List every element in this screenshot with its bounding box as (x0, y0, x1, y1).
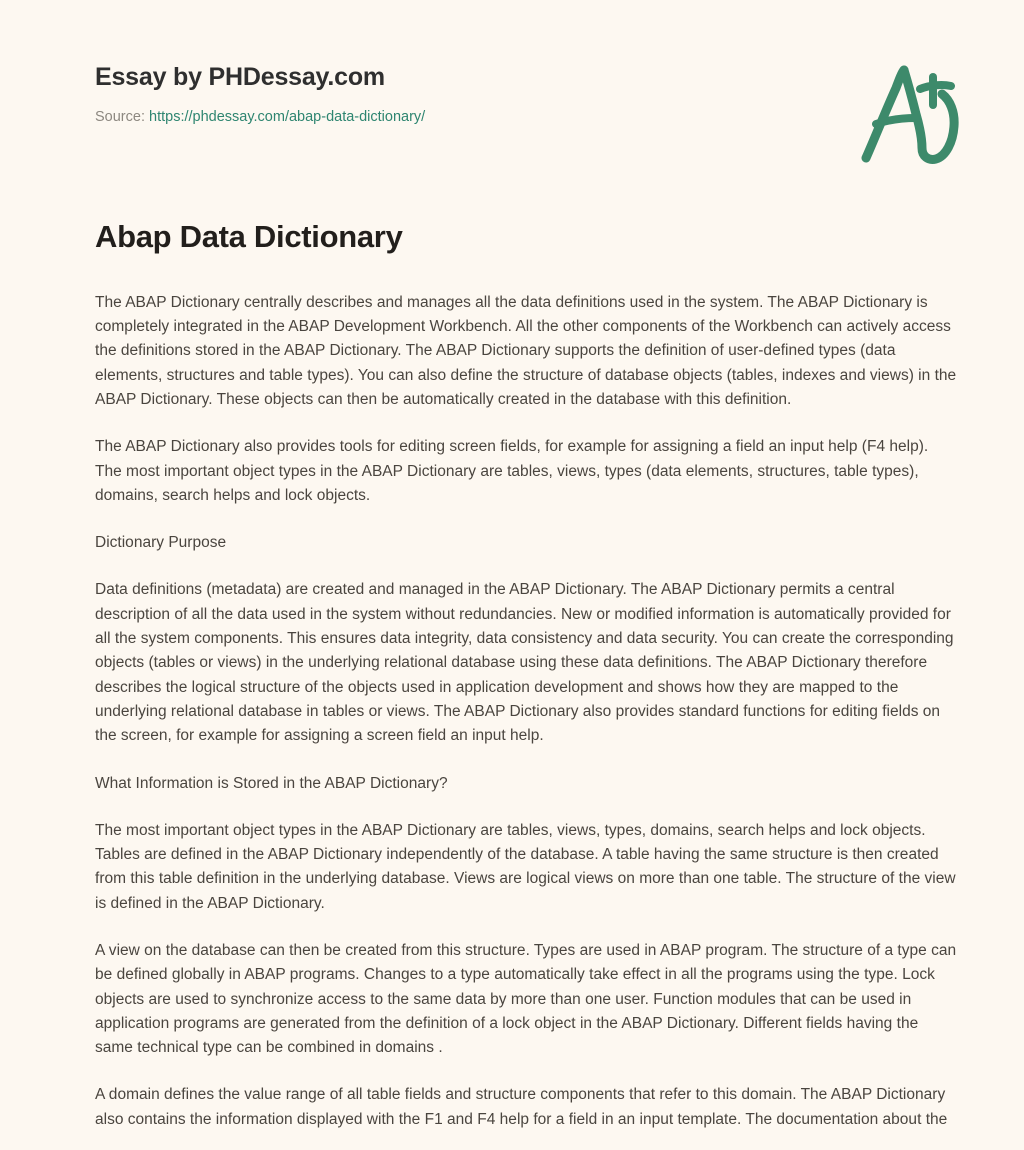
paragraph: A domain defines the value range of all table fields and structure components that refer to this domain. The ABAP Dictionary also contains the information displayed with the F1 and F4 help for a field in an input template. The documentation about the (95, 1086, 948, 1128)
page-title: Abap Data Dictionary (95, 219, 403, 254)
paragraph: The ABAP Dictionary also provides tools for editing screen fields, for example for assigning a field an input help (F4 help). The most important object types in the ABAP Dictionary are tables, views, types (data elements, structures, table types), domains, search helps and lock objects. (95, 438, 929, 504)
paragraph: The most important object types in the ABAP Dictionary are tables, views, types, domains, search helps and lock objects. Tables are defined in the ABAP Dictionary independently of the database. A table having the same structure is then created from this table definition in the underlying database. Views are logical views on more than one table. The structure of the view is defined in the ABAP Dictionary. (95, 821, 956, 912)
section-heading-dictionary-purpose: Dictionary Purpose (95, 534, 227, 552)
section-heading-what-information-is-stored: What Information is Stored in the ABAP Dictionary? (95, 774, 448, 792)
source-label: Source: (95, 109, 145, 125)
article (95, 218, 957, 1132)
article-body (95, 291, 957, 1132)
document-header (95, 62, 955, 126)
paragraph: A view on the database can then be created from this structure. Types are used in ABAP program. The structure of a type can be defined globally in ABAP programs. Changes to a type automatically take effect in all the programs using the type. Lock objects are used to synchronize access to the same data by more than one user. Function modules that can be used in application programs are generated from the definition of a lock object in the ABAP Dictionary. Different fields having the same technical type can be combined in domains . (95, 941, 957, 1057)
a-plus-logo-icon (854, 62, 966, 167)
brand-title: Essay by PHDessay.com (95, 63, 385, 91)
source-line (95, 109, 955, 126)
paragraph: The ABAP Dictionary centrally describes and manages all the data definitions used in the system. The ABAP Dictionary is completely integrated in the ABAP Development Workbench. All the other components of the Workbench can actively access the definitions stored in the ABAP Dictionary. The ABAP Dictionary supports the definition of user-defined types (data elements, structures and table types). You can also define the structure of database objects (tables, indexes and views) in the ABAP Dictionary. These objects can then be automatically created in the database with this definition. (95, 293, 957, 408)
source-url-link[interactable]: https://phdessay.com/abap-data-dictionary/ (149, 109, 426, 125)
paragraph: Data definitions (metadata) are created and managed in the ABAP Dictionary. The ABAP Dictionary permits a central description of all the data used in the system without redundancies. New or modified information is automatically provided for all the system components. This ensures data integrity, data consistency and data security. You can create the corresponding objects (tables or views) in the underlying relational database using these data definitions. The ABAP Dictionary therefore describes the logical structure of the objects used in application development and shows how they are mapped to the underlying relational database in tables or views. The ABAP Dictionary also provides standard functions for editing fields on the screen, for example for assigning a screen field an input help. (95, 581, 954, 745)
